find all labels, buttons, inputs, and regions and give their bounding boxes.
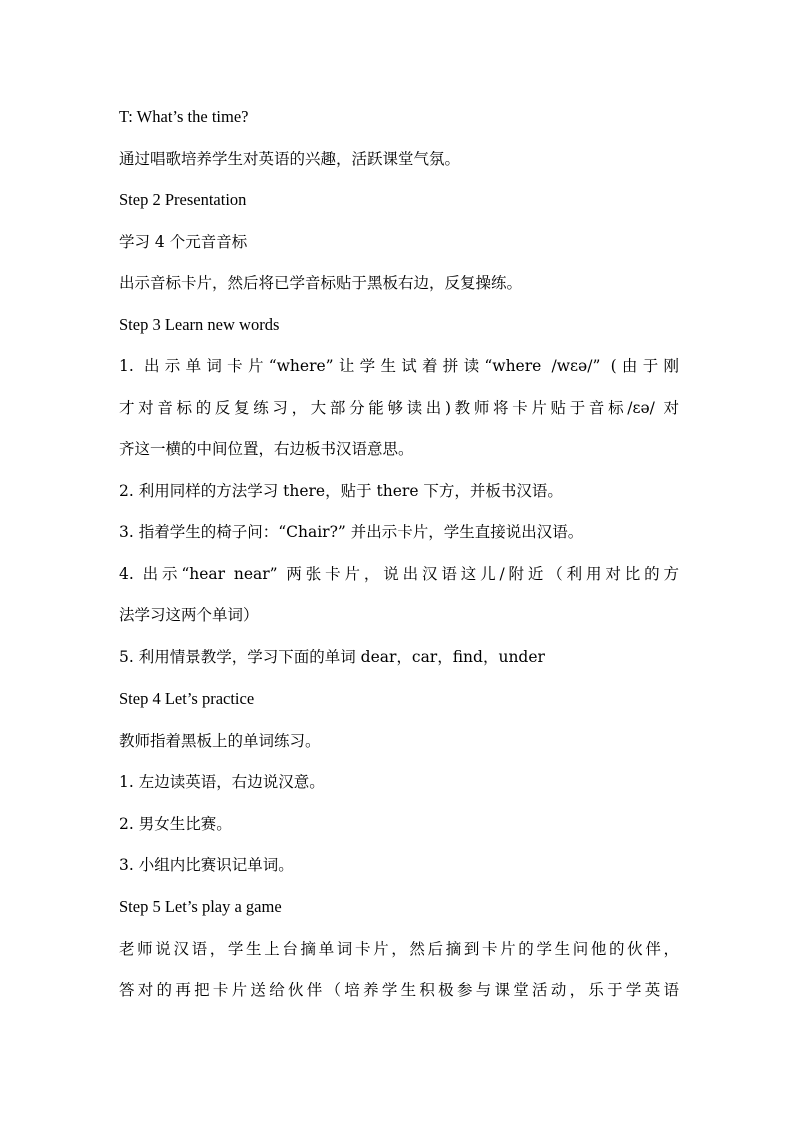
line-step5-b: 答对的再把卡片送给伙伴（培养学生积极参与课堂活动，乐于学英语 bbox=[119, 981, 679, 999]
heading-step-4: Step 4 Let’s practice bbox=[119, 689, 255, 708]
heading-step-2: Step 2 Presentation bbox=[119, 190, 247, 209]
line-step3-item1-c: 齐这一横的中间位置，右边板书汉语意思。 bbox=[119, 440, 414, 458]
line-step3-item1-b: 才对音标的反复练习，大部分能够读出)教师将卡片贴于音标/ɛə/ 对 bbox=[119, 399, 679, 417]
line-learn-vowels: 学习 4 个元音音标 bbox=[119, 233, 248, 251]
line-singing-purpose: 通过唱歌培养学生对英语的兴趣，活跃课堂气氛。 bbox=[119, 150, 461, 168]
heading-step-5: Step 5 Let’s play a game bbox=[119, 897, 282, 916]
line-step5-a: 老师说汉语，学生上台摘单词卡片，然后摘到卡片的学生问他的伙伴， bbox=[119, 940, 679, 958]
line-step3-item2: 2. 利用同样的方法学习 there，贴于 there 下方，并板书汉语。 bbox=[119, 482, 563, 500]
line-step3-item3: 3. 指着学生的椅子问：“Chair?” 并出示卡片，学生直接说出汉语。 bbox=[119, 523, 584, 541]
line-step3-item5: 5. 利用情景教学，学习下面的单词 dear，car，find，under bbox=[119, 648, 545, 666]
line-step3-item1-a: 1. 出示单词卡片“where”让学生试着拼读“where /wɛə/” (由于刚 bbox=[119, 357, 679, 375]
line-step4-item1: 1. 左边读英语，右边说汉意。 bbox=[119, 773, 325, 791]
line-step3-item4-a: 4. 出示“hear near” 两张卡片，说出汉语这儿/附近（利用对比的方 bbox=[119, 565, 679, 583]
line-time-question: T: What’s the time? bbox=[119, 107, 249, 126]
line-step4-intro: 教师指着黑板上的单词练习。 bbox=[119, 732, 321, 750]
line-step4-item2: 2. 男女生比赛。 bbox=[119, 815, 232, 833]
line-step3-item4-b: 法学习这两个单词） bbox=[119, 606, 259, 624]
line-step4-item3: 3. 小组内比赛识记单词。 bbox=[119, 856, 294, 874]
heading-step-3: Step 3 Learn new words bbox=[119, 315, 280, 334]
line-show-cards: 出示音标卡片，然后将已学音标贴于黑板右边，反复操练。 bbox=[119, 274, 523, 292]
